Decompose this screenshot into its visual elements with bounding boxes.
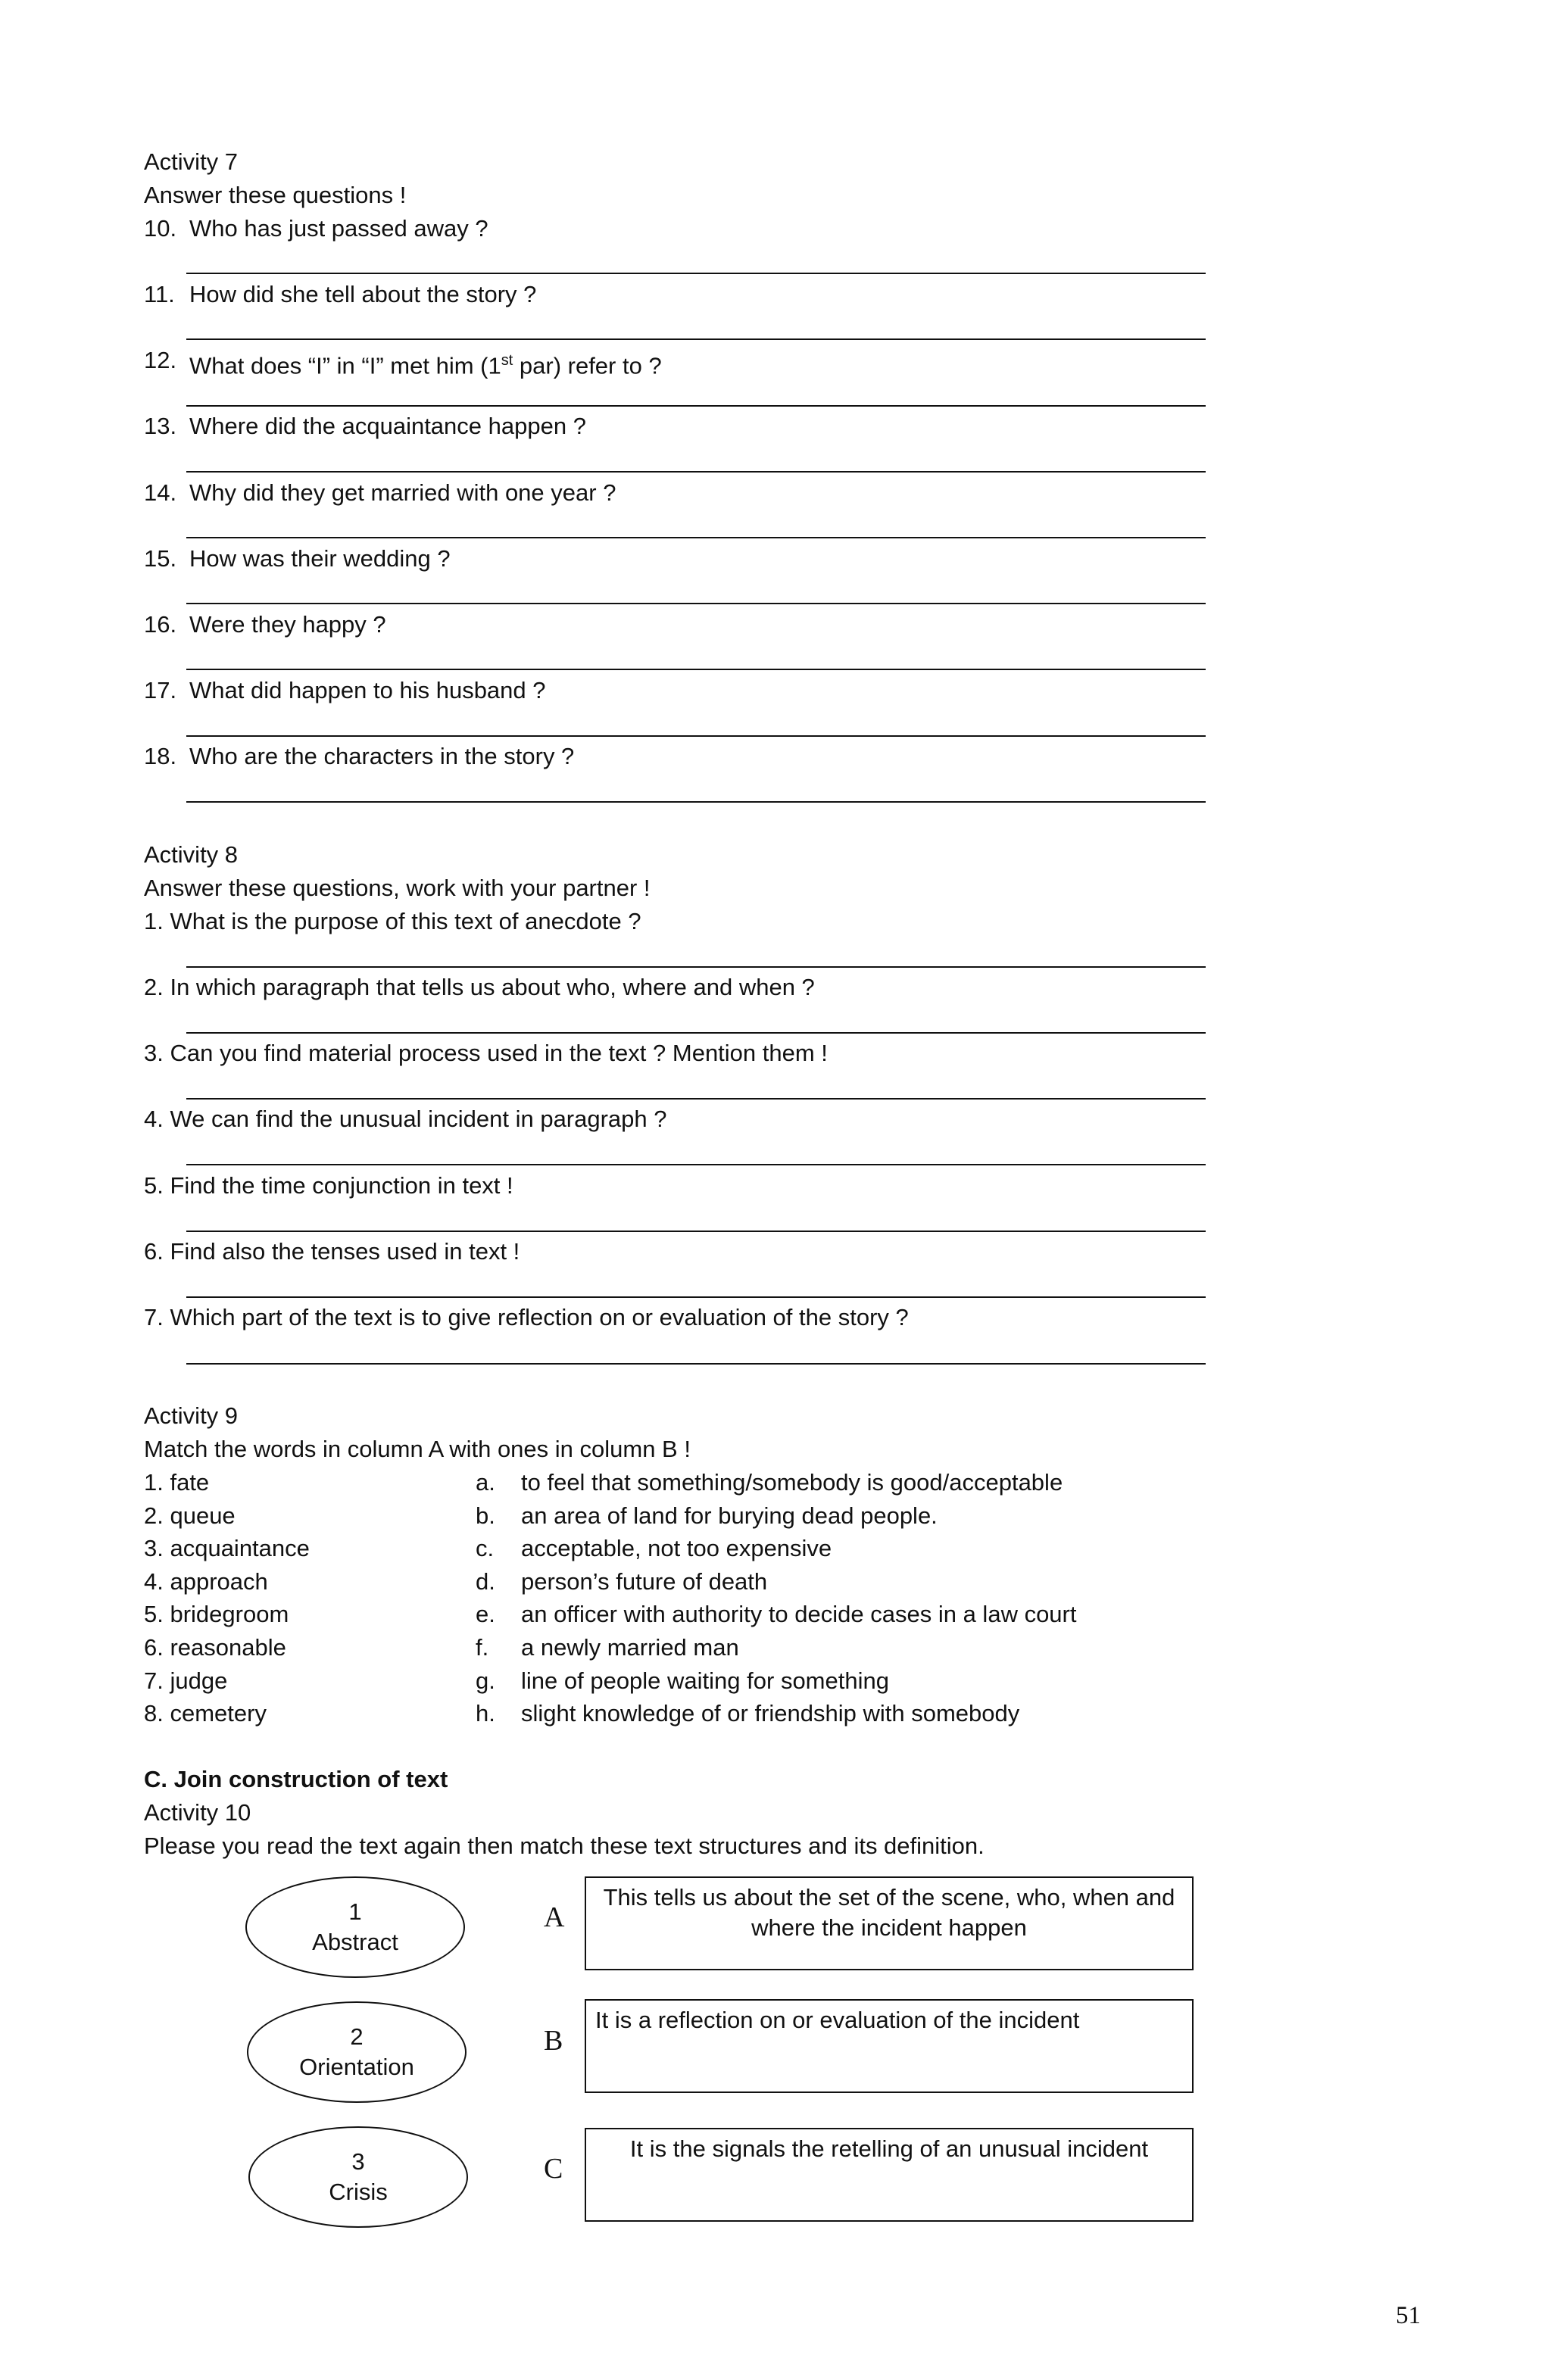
structure-oval-crisis — [248, 2126, 468, 2228]
answer-line — [186, 1098, 1206, 1100]
question-number: 17. — [144, 677, 177, 703]
structure-number: 3 — [351, 2148, 365, 2175]
activity-10-title: Activity 10 — [144, 1799, 251, 1826]
structure-name: Abstract — [312, 1929, 398, 1955]
question-text: 7. Which part of the text is to give reflection on or evaluation of the story ? — [144, 1304, 909, 1330]
column-b-letter: d. — [476, 1568, 495, 1595]
column-b-letter: g. — [476, 1667, 495, 1694]
column-a-word: 4. approach — [144, 1568, 268, 1595]
question-text: What did happen to his husband ? — [189, 677, 546, 703]
activity-9-instruction: Match the words in column A with ones in column B ! — [144, 1436, 691, 1462]
activity-10-instruction: Please you read the text again then match these text structures and its definition. — [144, 1833, 985, 1859]
activity-7-instruction: Answer these questions ! — [144, 182, 407, 208]
question-text: 3. Can you find material process used in the text ? Mention them ! — [144, 1040, 828, 1066]
answer-line — [186, 471, 1206, 473]
answer-line — [186, 537, 1206, 538]
structure-oval-abstract — [245, 1876, 465, 1978]
question-text: 4. We can find the unusual incident in paragraph ? — [144, 1106, 667, 1132]
column-a-word: 3. acquaintance — [144, 1535, 310, 1561]
question-text: 6. Find also the tenses used in text ! — [144, 1238, 520, 1265]
question-number: 13. — [144, 413, 177, 439]
column-b-definition: person’s future of death — [521, 1568, 768, 1595]
activity-7-title: Activity 7 — [144, 148, 239, 175]
column-a-word: 8. cemetery — [144, 1700, 267, 1727]
question-number: 10. — [144, 215, 177, 242]
column-b-definition: to feel that something/somebody is good/acceptable — [521, 1469, 1063, 1496]
question-text — [189, 344, 662, 382]
superscript: st — [501, 352, 513, 369]
definition-letter: A — [544, 1901, 565, 1933]
answer-line — [186, 1164, 1206, 1165]
question-number: 11. — [144, 281, 175, 307]
column-b-letter: a. — [476, 1469, 495, 1496]
definition-box: It is the signals the retelling of an unusual incident — [585, 2128, 1194, 2222]
question-text: How was their wedding ? — [189, 545, 451, 572]
column-a-word: 2. queue — [144, 1502, 236, 1529]
structure-number: 1 — [348, 1898, 362, 1925]
column-b-letter: e. — [476, 1601, 495, 1627]
question-text: 1. What is the purpose of this text of anecdote ? — [144, 908, 641, 934]
question-text: Who has just passed away ? — [189, 215, 488, 242]
question-number: 12. — [144, 347, 177, 373]
question-text: 5. Find the time conjunction in text ! — [144, 1172, 513, 1199]
column-b-definition: line of people waiting for something — [521, 1667, 889, 1694]
question-text: How did she tell about the story ? — [189, 281, 537, 307]
section-c-heading: C. Join construction of text — [144, 1766, 448, 1792]
structure-name: Orientation — [299, 2054, 414, 2080]
column-b-letter: c. — [476, 1535, 495, 1561]
question-text: Were they happy ? — [189, 611, 386, 638]
column-b-definition: a newly married man — [521, 1634, 739, 1661]
answer-line — [186, 405, 1206, 407]
column-b-letter: h. — [476, 1700, 495, 1727]
question-text-part: par) refer to ? — [513, 352, 662, 379]
page-number: 51 — [1396, 2302, 1421, 2329]
answer-line — [186, 1363, 1206, 1365]
answer-line — [186, 273, 1206, 274]
answer-line — [186, 1032, 1206, 1034]
column-a-word: 7. judge — [144, 1667, 228, 1694]
activity-8-instruction: Answer these questions, work with your partner ! — [144, 875, 651, 901]
definition-box: This tells us about the set of the scene, who, when and where the incident happen — [585, 1876, 1194, 1970]
column-b-letter: f. — [476, 1634, 489, 1661]
column-a-word: 6. reasonable — [144, 1634, 286, 1661]
answer-line — [186, 1231, 1206, 1232]
question-text: Where did the acquaintance happen ? — [189, 413, 586, 439]
question-number: 16. — [144, 611, 177, 638]
column-a-word: 1. fate — [144, 1469, 210, 1496]
structure-name: Crisis — [329, 2179, 388, 2205]
answer-line — [186, 735, 1206, 737]
answer-line — [186, 1296, 1206, 1298]
answer-line — [186, 966, 1206, 968]
question-text-part: What does “I” in “I” met him (1 — [189, 352, 501, 379]
column-a-word: 5. bridegroom — [144, 1601, 289, 1627]
question-text: Why did they get married with one year ? — [189, 479, 616, 506]
question-text: 2. In which paragraph that tells us about who, where and when ? — [144, 974, 815, 1000]
question-number: 18. — [144, 743, 177, 769]
answer-line — [186, 801, 1206, 803]
activity-9-title: Activity 9 — [144, 1402, 239, 1429]
column-b-definition: slight knowledge of or friendship with somebody — [521, 1700, 1020, 1727]
column-b-definition: acceptable, not too expensive — [521, 1535, 832, 1561]
column-b-definition: an area of land for burying dead people. — [521, 1502, 938, 1529]
definition-letter: C — [544, 2153, 563, 2185]
question-number: 14. — [144, 479, 177, 506]
question-text: Who are the characters in the story ? — [189, 743, 575, 769]
question-number: 15. — [144, 545, 177, 572]
answer-line — [186, 338, 1206, 340]
definition-letter: B — [544, 2025, 563, 2057]
structure-oval-orientation — [247, 2001, 467, 2103]
answer-line — [186, 603, 1206, 604]
activity-8-title: Activity 8 — [144, 841, 239, 868]
column-b-definition: an officer with authority to decide cases in a law court — [521, 1601, 1077, 1627]
structure-number: 2 — [350, 2023, 364, 2050]
column-b-letter: b. — [476, 1502, 495, 1529]
answer-line — [186, 669, 1206, 670]
definition-box: It is a reflection on or evaluation of the incident — [585, 1999, 1194, 2093]
